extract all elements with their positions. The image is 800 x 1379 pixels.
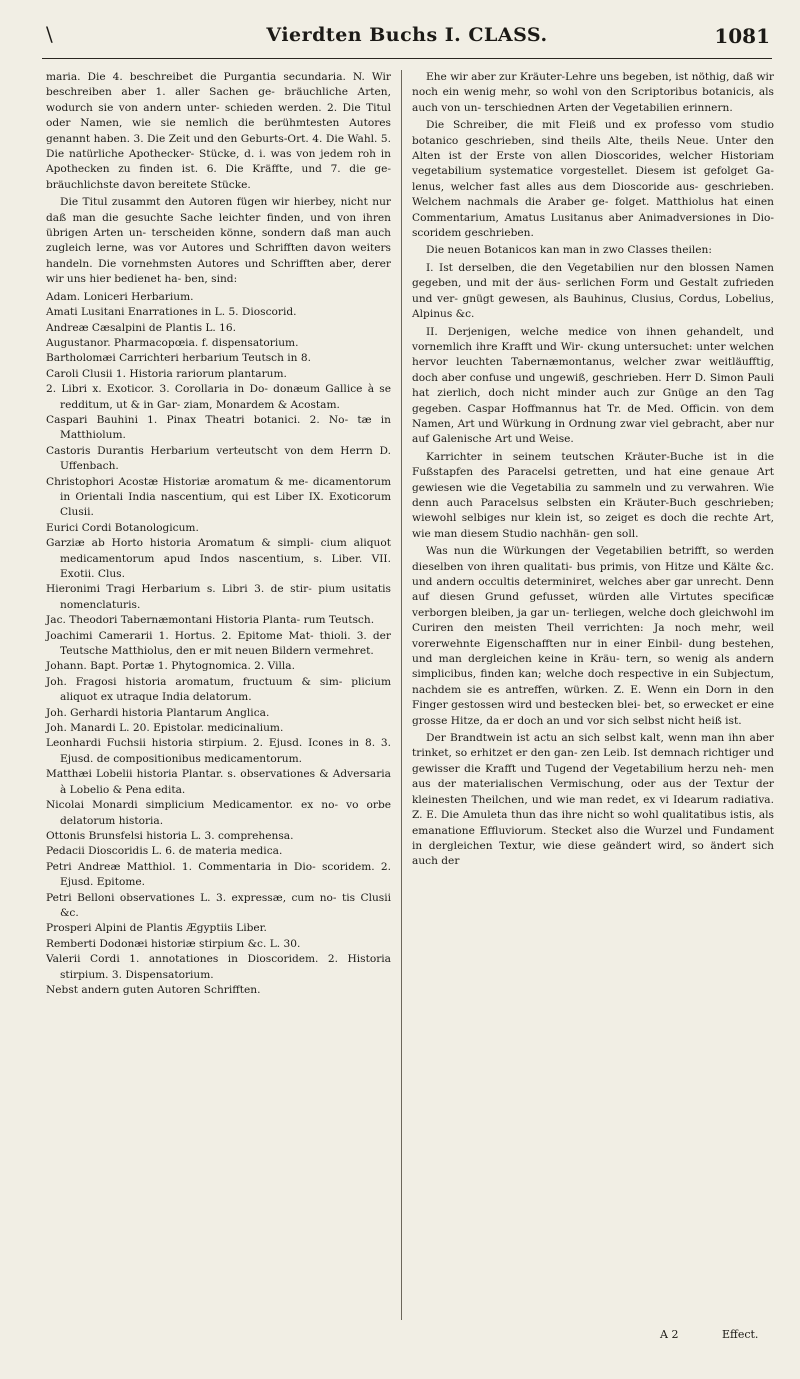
reference-entry: Johann. Bapt. Portæ 1. Phytognomica. 2. Villa. [46, 660, 295, 673]
reference-entry: Joachimi Camerarii 1. Hortus. 2. Epitome Mat- thioli. 3. der Teutsche Matthiolus, den er mit neuen Bildern vermehret. [46, 629, 391, 658]
reference-entry: Joh. Fragosi historia aromatum, fructuum & sim- plicium aliquot ex utraque India delatorum. [46, 675, 391, 704]
right-column [412, 70, 774, 872]
signature-mark: A 2 [660, 1328, 679, 1341]
body-paragraph: Karrichter in seinem teutschen Kräuter-Buche ist in die Fußstapfen des Paracelsi getretten, und hat eine genaue Art gewiesen wie die Vegetabilia zu sammeln und zu verwahren. Wie denn auch Paracelsus selbsten ein Kräuter-Buch geschrieben; wiewohl selbiges nur klein ist, so zeiget es doch die rechte Art, wie man diesem Studio nachhän- gen soll. [412, 450, 774, 540]
reference-entry: Leonhardi Fuchsii historia stirpium. 2. Ejusd. Icones in 8. 3. Ejusd. de compositionibus medicamentorum. [46, 737, 391, 765]
reference-entry: Andreæ Cæsalpini de Plantis L. 16. [46, 321, 237, 334]
column-divider [401, 70, 402, 1320]
running-header [42, 10, 772, 59]
reference-entry: Nebst andern guten Autoren Schrifften. [46, 983, 261, 996]
reference-entry: Jac. Theodori Tabernæmontani Historia Planta- rum Teutsch. [46, 614, 375, 627]
body-paragraph: Ehe wir aber zur Kräuter-Lehre uns begeben, ist nöthig, daß wir noch ein wenig mehr, so wohl von den Scriptoribus botanicis, als auch von un- terschiednen Arten der Vegetabilien erinnern. [412, 71, 774, 114]
page-number: 1081 [714, 24, 770, 48]
reference-entry: Eurici Cordi Botanologicum. [46, 521, 199, 534]
reference-entry: Caroli Clusii 1. Historia rariorum plantarum. [46, 367, 287, 380]
reference-entry: Ottonis Brunsfelsi historia L. 3. comprehensa. [46, 829, 294, 842]
catchword: Effect. [722, 1328, 759, 1341]
reference-entry: Christophori Acostæ Historiæ aromatum & me- dicamentorum in Orientali India nascentium, qui est Liber IX. Exoticorum Clusii. [46, 475, 391, 519]
reference-entry: Caspari Bauhini 1. Pinax Theatri botanici. 2. No- tæ in Matthiolum. [46, 413, 391, 442]
reference-entry: Nicolai Monardi simplicium Medicamentor. ex no- vo orbe delatorum historia. [46, 799, 391, 827]
reference-entry: Garziæ ab Horto historia Aromatum & simpli- cium aliquot medicamentorum apud Indos nascentium, s. Liber. VII. Exotii. Clus. [46, 537, 391, 580]
header-title: Vierdten Buchs I. CLASS. [266, 24, 548, 46]
reference-entry: Prosperi Alpini de Plantis Ægyptiis Liber. [46, 922, 267, 935]
reference-entry: Augustanor. Pharmacopœia. f. dispensatorium. [46, 336, 299, 349]
left-column [46, 70, 391, 998]
reference-entry: 2. Libri x. Exoticor. 3. Corollaria in Do- donæum Gallice à se redditum, ut & in Gar- ziam, Monardem & Acostam. [46, 383, 391, 411]
body-paragraph: II. Derjenigen, welche medice von ihnen gehandelt, und vornemlich ihre Krafft und Wir- ckung untersuchet: unter welchen hervor leuchten Tabernæmontanus, welcher zwar weitläufftig, doch aber confuse und ungewiß, geschrieben. Herr D. Simon Pauli hat zierlich, doch nicht minder auch zur Gnüge an den Tag gegeben. Caspar Hoffmannus hat Tr. de Med. Officin. von dem Namen, Art und Würkung in Ordnung zwar viel gebracht, aber nur auf Galenische Art und Weise. [412, 325, 774, 446]
reference-entry: Amati Lusitani Enarrationes in L. 5. Dioscorid. [46, 306, 297, 319]
body-paragraph: Die Schreiber, die mit Fleiß und ex professo vom studio botanico geschrieben, sind theils Alte, theils Neue. Unter den Alten ist der Erste von allen Dioscorides, welcher Historiam vegetabilium systematice vorgestellet. Diesem ist gefolget Ga- lenus, welcher fast alles aus dem Dioscoride aus- geschrieben. Welchem nachmals die Araber ge- folget. Matthiolus hat einen Commentarium, Amatus Lusitanus aber Animadversiones in Dio- scoridem geschrieben. [412, 119, 774, 240]
intro-paragraph: maria. Die 4. beschreibet die Purgantia secundaria. N. Wir beschreiben aber 1. aller Sachen ge- bräuchliche Arten, wodurch sie von andern unter- schieden werden. 2. Die Titul oder Namen, wie sie nemlich die berühmtesten Autores genannt haben. 3. Die Zeit und den Geburts-Ort. 4. Die Wahl. 5. Die natürliche Apothecker- Stücke, d. i. was von jedem roh in Apothecken zu finden ist. 6. Die Kräffte, und 7. die ge- bräuchlichste davon bereitete Stücke. [46, 71, 391, 191]
body-paragraph: Die neuen Botanicos kan man in zwo Classes theilen: [426, 244, 712, 257]
reference-entry: Adam. Loniceri Herbarium. [46, 290, 194, 303]
reference-list [46, 290, 391, 999]
reference-entry: Pedacii Dioscoridis L. 6. de materia medica. [46, 845, 283, 858]
reference-entry: Valerii Cordi 1. annotationes in Dioscoridem. 2. Historia stirpium. 3. Dispensatorium. [46, 953, 391, 981]
body-paragraph: I. Ist derselben, die den Vegetabilien nur den blossen Namen gegeben, und mit der äus- serlichen Form und Gestalt zufrieden und ver- gnügt gewesen, als Bauhinus, Clusius, Cordus, Lobelius, Alpinus &c. [412, 261, 774, 321]
reference-entry: Petri Belloni observationes L. 3. expressæ, cum no- tis Clusii &c. [46, 891, 391, 919]
reference-entry: Bartholomæi Carrichteri herbarium Teutsch in 8. [46, 352, 311, 365]
reference-entry: Joh. Manardi L. 20. Epistolar. medicinalium. [46, 722, 284, 735]
reference-entry: Matthæi Lobelii historia Plantar. s. observationes & Adversaria à Lobelio & Pena edita. [46, 768, 391, 796]
reference-entry: Hieronimi Tragi Herbarium s. Libri 3. de stir- pium usitatis nomenclaturis. [46, 583, 391, 611]
reference-entry: Joh. Gerhardi historia Plantarum Anglica. [46, 706, 270, 719]
body-paragraph: Der Brandtwein ist actu an sich selbst kalt, wenn man ihn aber trinket, so erhitzet er den gan- zen Leib. Ist demnach richtiger und gewisser die Krafft und Tugend der Vegetabilium herzu neh- men aus der materialischen Vermischung, oder aus der Textur der kleinesten Theilchen, und wie man redet, ex vi Idearum radiativa. Z. E. Die Amuleta thun das ihre nicht so wohl qualitatibus istis, als emanatione Effluviorum. Stecket also die Wurzel und Fundament in dergleichen Textur, wie diese geändert wird, so ändert sich auch der [412, 732, 774, 868]
reference-entry: Remberti Dodonæi historiæ stirpium &c. L. 30. [46, 937, 301, 950]
header-margin-mark: \ [46, 22, 53, 46]
reference-entry: Castoris Durantis Herbarium verteutscht von dem Herrn D. Uffenbach. [46, 444, 391, 473]
body-paragraph: Was nun die Würkungen der Vegetabilien betrifft, so werden dieselben von ihren qualitati- bus primis, von Hitze und Kälte &c. und andern occultis determiniret, welches aber gar unrecht. Denn auf diesen Grund gefusset, würden alle Virtutes specificæ verborgen bleiben, ja gar un- terliegen, welche doch gleichwohl im Curiren den meisten Theil verrichten: Ja noch mehr, weil vorerwehnte Eigenschafften nur in einer Einbil- dung bestehen, und man dergleichen keine in Kräu- tern, so wenig als andern simplicibus, finden kan; welche doch respective in ein Subjectum, nachdem sie es antreffen, würken. Z. E. Wenn ein Dorn in den Finger gestossen wird und bestecken blei- bet, so erwecket er eine grosse Hitze, da er doch an und vor sich selbst nicht heiß ist. [412, 545, 774, 727]
reference-entry: Petri Andreæ Matthiol. 1. Commentaria in Dio- scoridem. 2. Ejusd. Epitome. [46, 860, 391, 889]
intro-paragraph: Die Titul zusammt den Autoren fügen wir hierbey, nicht nur daß man die gesuchte Sache leichter finden, und von ihren übrigen Arten un- terscheiden könne, sondern daß man auch zugleich lerne, was vor Autores und Schrifften davon weiters handeln. Die vornehmsten Autores und Schrifften aber, derer wir uns hier bedienet ha- ben, sind: [46, 196, 391, 286]
